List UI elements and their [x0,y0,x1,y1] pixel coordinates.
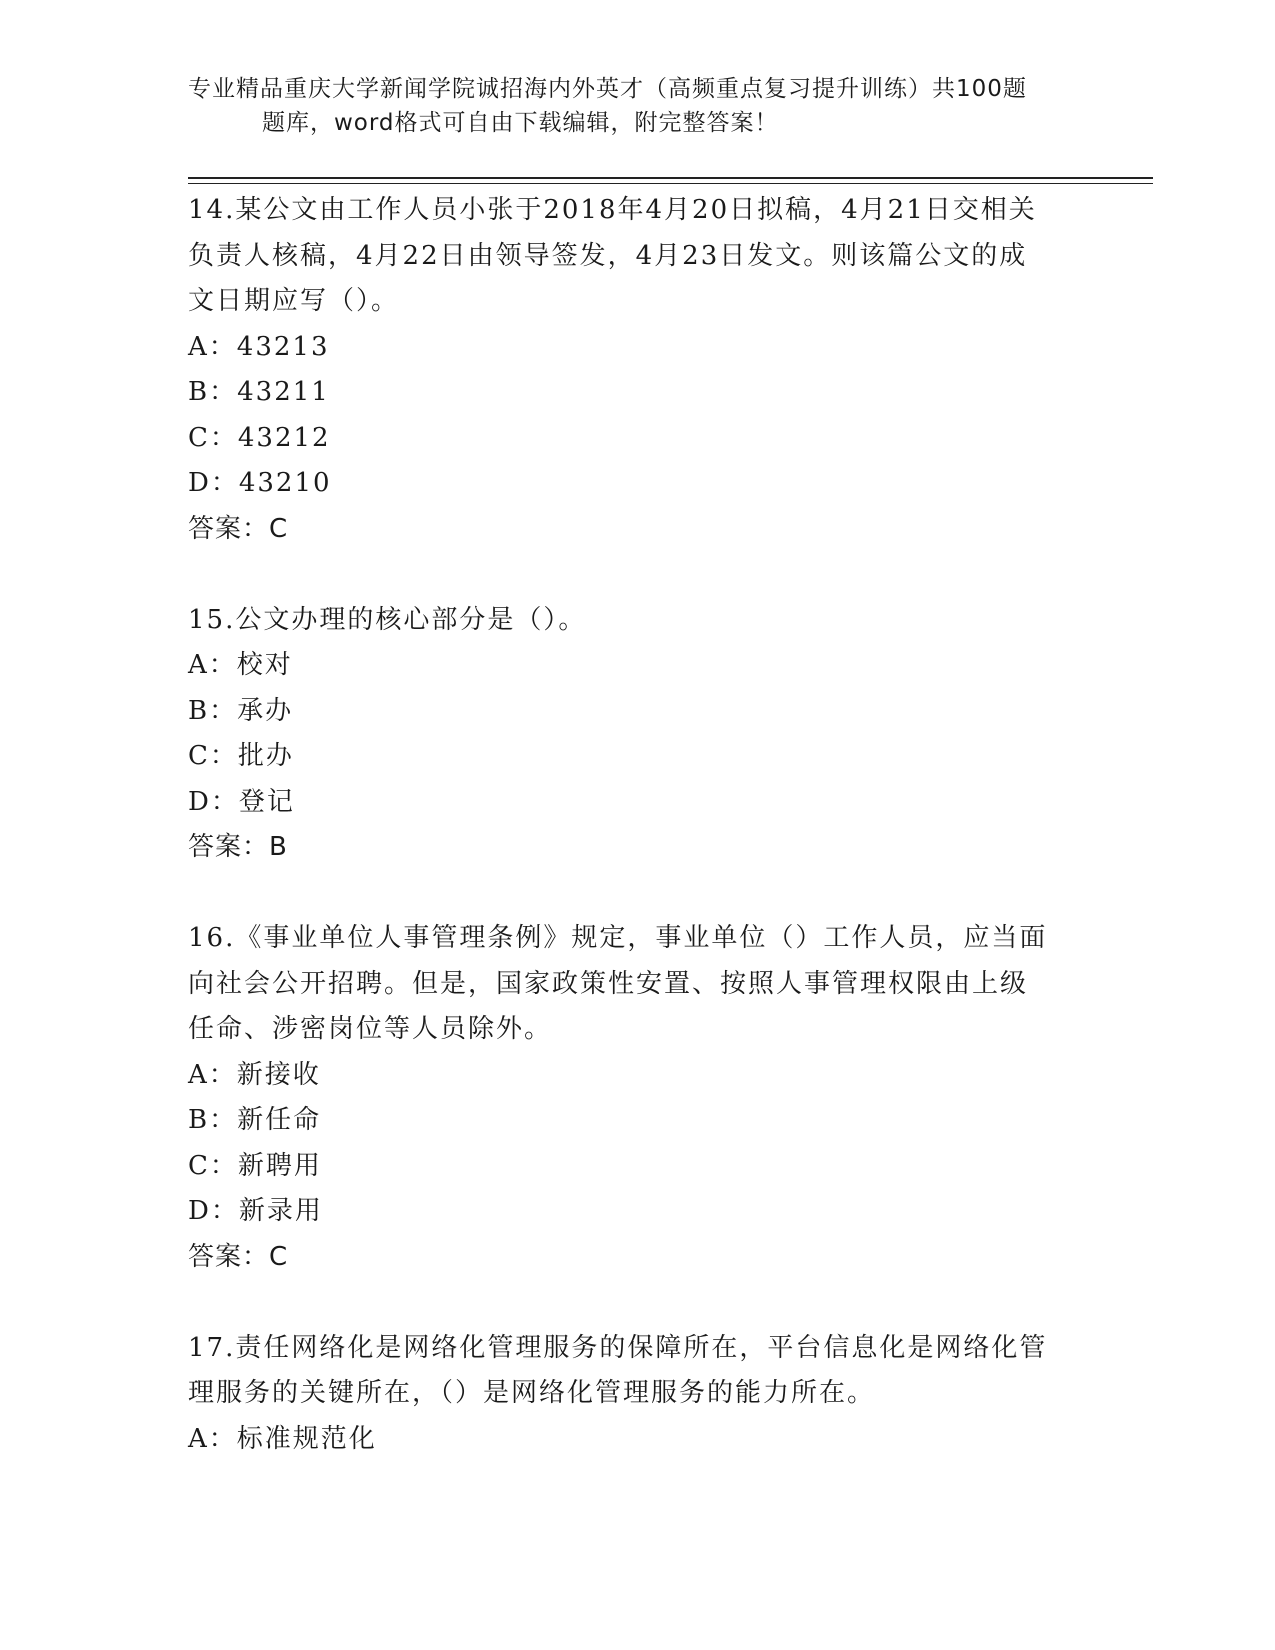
document-header [188,72,1088,140]
option-a: A：标准规范化 [188,1423,377,1454]
question-stem-line: 负责人核稿，4月22日由领导签发，4月23日发文。则该篇公文的成 [188,240,1028,271]
option-c: C：批办 [188,741,294,771]
option-b: B：新任命 [188,1105,322,1135]
question-spacer [188,1280,1088,1326]
header-title-line-2: 题库，word格式可自由下载编辑，附完整答案！ [262,110,779,136]
question-stem-line: 任命、涉密岗位等人员除外。 [188,1014,553,1044]
question-list [188,188,1088,1462]
option-d: D：43210 [188,468,332,498]
option-b: B：43211 [188,377,330,407]
option-d: D：登记 [188,786,295,817]
answer-line: 答案：C [188,513,289,544]
answer-line: 答案：B [188,832,288,862]
answer-line: 答案：C [188,1241,289,1272]
option-a: A：校对 [188,650,293,680]
question-15 [188,598,1088,871]
option-a: A：43213 [188,331,330,362]
option-b: B：承办 [188,695,294,726]
question-14 [188,188,1088,552]
option-a: A：新接收 [188,1059,321,1090]
header-title-line-1: 专业精品重庆大学新闻学院诚招海内外英才（高频重点复习提升训练）共100题 [188,76,1027,102]
question-stem-line: 17.责任网络化是网络化管理服务的保障所在，平台信息化是网络化管 [188,1332,1048,1363]
header-divider-thick [188,177,1153,179]
question-stem-line: 理服务的关键所在，（）是网络化管理服务的能力所在。 [188,1378,876,1408]
question-spacer [188,552,1088,598]
question-stem-line: 16.《事业单位人事管理条例》规定，事业单位（）工作人员，应当面 [188,923,1048,953]
question-stem-line: 14.某公文由工作人员小张于2018年4月20日拟稿，4月21日交相关 [188,195,1037,225]
question-17 [188,1326,1088,1463]
question-stem-line: 15.公文办理的核心部分是（）。 [188,604,587,635]
option-c: C：43212 [188,422,331,453]
question-spacer [188,871,1088,917]
question-stem-line: 向社会公开招聘。但是，国家政策性安置、按照人事管理权限由上级 [188,968,1029,999]
option-c: C：新聘用 [188,1150,322,1181]
header-divider-thin [188,183,1153,184]
question-16 [188,916,1088,1280]
question-stem-line: 文日期应写（）。 [188,286,400,316]
option-d: D：新录用 [188,1196,323,1226]
